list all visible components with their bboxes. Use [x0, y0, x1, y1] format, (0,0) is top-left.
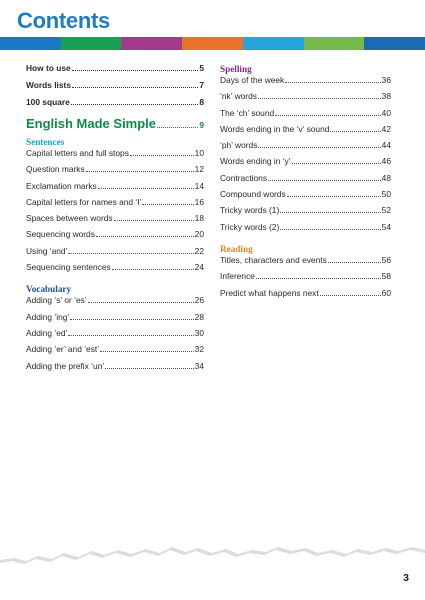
dot-leader — [258, 92, 381, 99]
toc-entry[interactable] — [220, 222, 391, 238]
toc-entry-title: Sequencing words — [26, 229, 95, 240]
toc-entry-title: ‘ph’ words — [220, 140, 258, 151]
toc-entry-page: 56 — [381, 254, 391, 265]
dot-leader — [130, 149, 194, 156]
dot-leader — [100, 345, 194, 352]
toc-entry-100-square[interactable] — [26, 97, 204, 114]
toc-entry-title: How to use — [26, 63, 71, 73]
toc-entry[interactable] — [26, 164, 204, 180]
toc-entry[interactable] — [220, 288, 391, 304]
toc-entry-how-to-use[interactable] — [26, 63, 204, 80]
toc-entry-title: Sequencing sentences — [26, 262, 111, 273]
page-number: 3 — [403, 572, 409, 584]
toc-entry-page: 46 — [381, 156, 391, 167]
toc-entry-page: 52 — [381, 205, 391, 216]
toc-entry-title: Inference — [220, 271, 255, 282]
dot-leader — [72, 64, 199, 71]
dot-leader — [328, 256, 381, 263]
toc-entry-page: 40 — [381, 107, 391, 118]
toc-entry-page: 50 — [381, 189, 391, 200]
toc-entry[interactable] — [220, 271, 391, 287]
toc-entry[interactable] — [26, 344, 204, 360]
dot-leader — [96, 230, 194, 237]
page-title: Contents — [17, 8, 110, 33]
section-heading-vocabulary: Vocabulary — [26, 284, 72, 295]
toc-entry-page: 9 — [199, 120, 204, 130]
dot-leader — [142, 198, 193, 205]
toc-entry-page: 7 — [199, 80, 204, 90]
toc-entry-page: 26 — [194, 295, 204, 306]
dot-leader — [112, 263, 194, 270]
toc-entry-words-lists[interactable] — [26, 80, 204, 97]
section-heading-reading: Reading — [220, 243, 253, 254]
toc-entry-title: English Made Simple — [26, 116, 157, 131]
dot-leader — [114, 214, 194, 221]
toc-entry-title: Titles, characters and events — [220, 254, 327, 265]
toc-entry[interactable] — [220, 75, 391, 91]
toc-entry-page: 30 — [194, 327, 204, 338]
toc-entry[interactable] — [220, 124, 391, 140]
dot-leader — [320, 289, 381, 296]
toc-entry[interactable] — [26, 295, 204, 311]
toc-entry-title: Predict what happens next — [220, 287, 319, 298]
toc-entry[interactable] — [220, 189, 391, 205]
toc-entry-title: Capital letters and full stops — [26, 148, 129, 158]
toc-entry-title: Compound words — [220, 189, 286, 200]
toc-entry-title: Spaces between words — [26, 213, 113, 224]
toc-entry-title: Words lists — [26, 80, 71, 90]
toc-entry-title: Contractions — [220, 172, 268, 183]
dot-leader — [157, 121, 198, 128]
section-list-vocabulary — [26, 295, 204, 376]
toc-entry-page: 42 — [381, 123, 391, 134]
toc-entry[interactable] — [26, 197, 204, 213]
toc-entry-title: Adding ‘er’ and ‘est’ — [26, 344, 100, 355]
dot-leader — [70, 313, 193, 320]
toc-entry-page: 38 — [381, 91, 391, 102]
stripe-segment — [121, 37, 182, 50]
section-list-reading — [220, 255, 391, 304]
toc-entry-page: 58 — [381, 271, 391, 282]
toc-entry-page: 34 — [194, 360, 204, 371]
dot-leader — [88, 296, 194, 303]
toc-entry[interactable] — [26, 181, 204, 197]
dot-leader — [68, 329, 193, 336]
section-heading-spelling: Spelling — [220, 64, 252, 74]
toc-entry-page: 18 — [194, 213, 204, 224]
stripe-segment — [243, 37, 304, 50]
toc-entry[interactable] — [220, 205, 391, 221]
dot-leader — [292, 157, 381, 164]
dot-leader — [86, 165, 194, 172]
toc-entry-page: 22 — [194, 245, 204, 256]
toc-entry[interactable] — [220, 140, 391, 156]
color-stripe-bar — [0, 37, 425, 50]
toc-entry-title: Capital letters for names and ‘I’ — [26, 196, 142, 207]
section-list-spelling — [220, 75, 391, 238]
dot-leader — [287, 190, 381, 197]
toc-entry-page: 48 — [381, 172, 391, 183]
toc-entry-page: 60 — [381, 287, 391, 298]
toc-entry-title: Words ending in ‘y’ — [220, 156, 291, 167]
toc-entry[interactable] — [26, 229, 204, 245]
stripe-segment — [0, 37, 61, 50]
stripe-segment — [364, 37, 425, 50]
toc-entry-page: 28 — [194, 311, 204, 322]
toc-entry-title: Adding the prefix ‘un’ — [26, 360, 105, 371]
dot-leader — [72, 81, 198, 88]
stripe-segment — [304, 37, 365, 50]
toc-entry-title: Exclamation marks — [26, 180, 97, 191]
toc-entry-title: Tricky words (1) — [220, 205, 280, 216]
dot-leader — [256, 272, 381, 279]
dot-leader — [330, 125, 380, 132]
toc-entry[interactable] — [220, 91, 391, 107]
dot-leader — [280, 223, 380, 230]
toc-entry[interactable] — [220, 156, 391, 172]
toc-entry-page: 20 — [194, 229, 204, 240]
toc-entry-title: Days of the week — [220, 75, 285, 85]
toc-entry[interactable] — [220, 255, 391, 271]
toc-entry-page: 14 — [194, 180, 204, 191]
torn-paper-edge — [0, 538, 425, 600]
toc-entry-page: 32 — [194, 344, 204, 355]
toc-entry[interactable] — [26, 148, 204, 164]
toc-entry-title: Words ending in the ‘v’ sound — [220, 123, 330, 134]
toc-entry-title: Question marks — [26, 164, 85, 175]
toc-entry[interactable] — [220, 173, 391, 189]
dot-leader — [71, 98, 199, 105]
dot-leader — [268, 174, 381, 181]
stripe-segment — [61, 37, 122, 50]
toc-entry[interactable] — [26, 361, 204, 377]
dot-leader — [105, 362, 193, 369]
toc-entry-title: Using ‘and’ — [26, 245, 68, 256]
toc-entry-title: Adding ‘ing’ — [26, 311, 70, 322]
toc-entry-title: The ‘ch’ sound — [220, 107, 275, 118]
toc-entry-page: 12 — [194, 164, 204, 175]
toc-entry-english-made-simple[interactable] — [26, 116, 204, 136]
toc-entry-page: 16 — [194, 196, 204, 207]
toc-entry-page: 10 — [194, 148, 204, 158]
toc-entry-title: 100 square — [26, 97, 70, 107]
toc-entry[interactable] — [220, 108, 391, 124]
toc-entry[interactable] — [26, 213, 204, 229]
toc-left-column — [26, 63, 204, 377]
toc-entry-page: 5 — [199, 63, 204, 73]
dot-leader — [280, 206, 380, 213]
toc-entry-page: 54 — [381, 221, 391, 232]
toc-entry-title: Adding ‘ed’ — [26, 327, 68, 338]
toc-entry[interactable] — [26, 328, 204, 344]
toc-entry-page: 8 — [199, 97, 204, 107]
toc-entry-page: 36 — [381, 75, 391, 85]
dot-leader — [275, 109, 381, 116]
toc-entry-page: 44 — [381, 140, 391, 151]
toc-entry[interactable] — [26, 246, 204, 262]
toc-right-column — [220, 63, 391, 304]
toc-entry-title: Tricky words (2) — [220, 221, 280, 232]
toc-entry[interactable] — [26, 262, 204, 278]
dot-leader — [285, 76, 380, 83]
toc-entry-title: ‘nk’ words — [220, 91, 257, 102]
toc-entry-title: Adding ‘s’ or ‘es’ — [26, 295, 87, 306]
toc-entry[interactable] — [26, 312, 204, 328]
dot-leader — [258, 141, 380, 148]
dot-leader — [98, 182, 194, 189]
section-heading-sentences: Sentences — [26, 137, 65, 147]
section-list-sentences — [26, 148, 204, 278]
stripe-segment — [182, 37, 243, 50]
dot-leader — [68, 247, 193, 254]
toc-entry-page: 24 — [194, 262, 204, 273]
